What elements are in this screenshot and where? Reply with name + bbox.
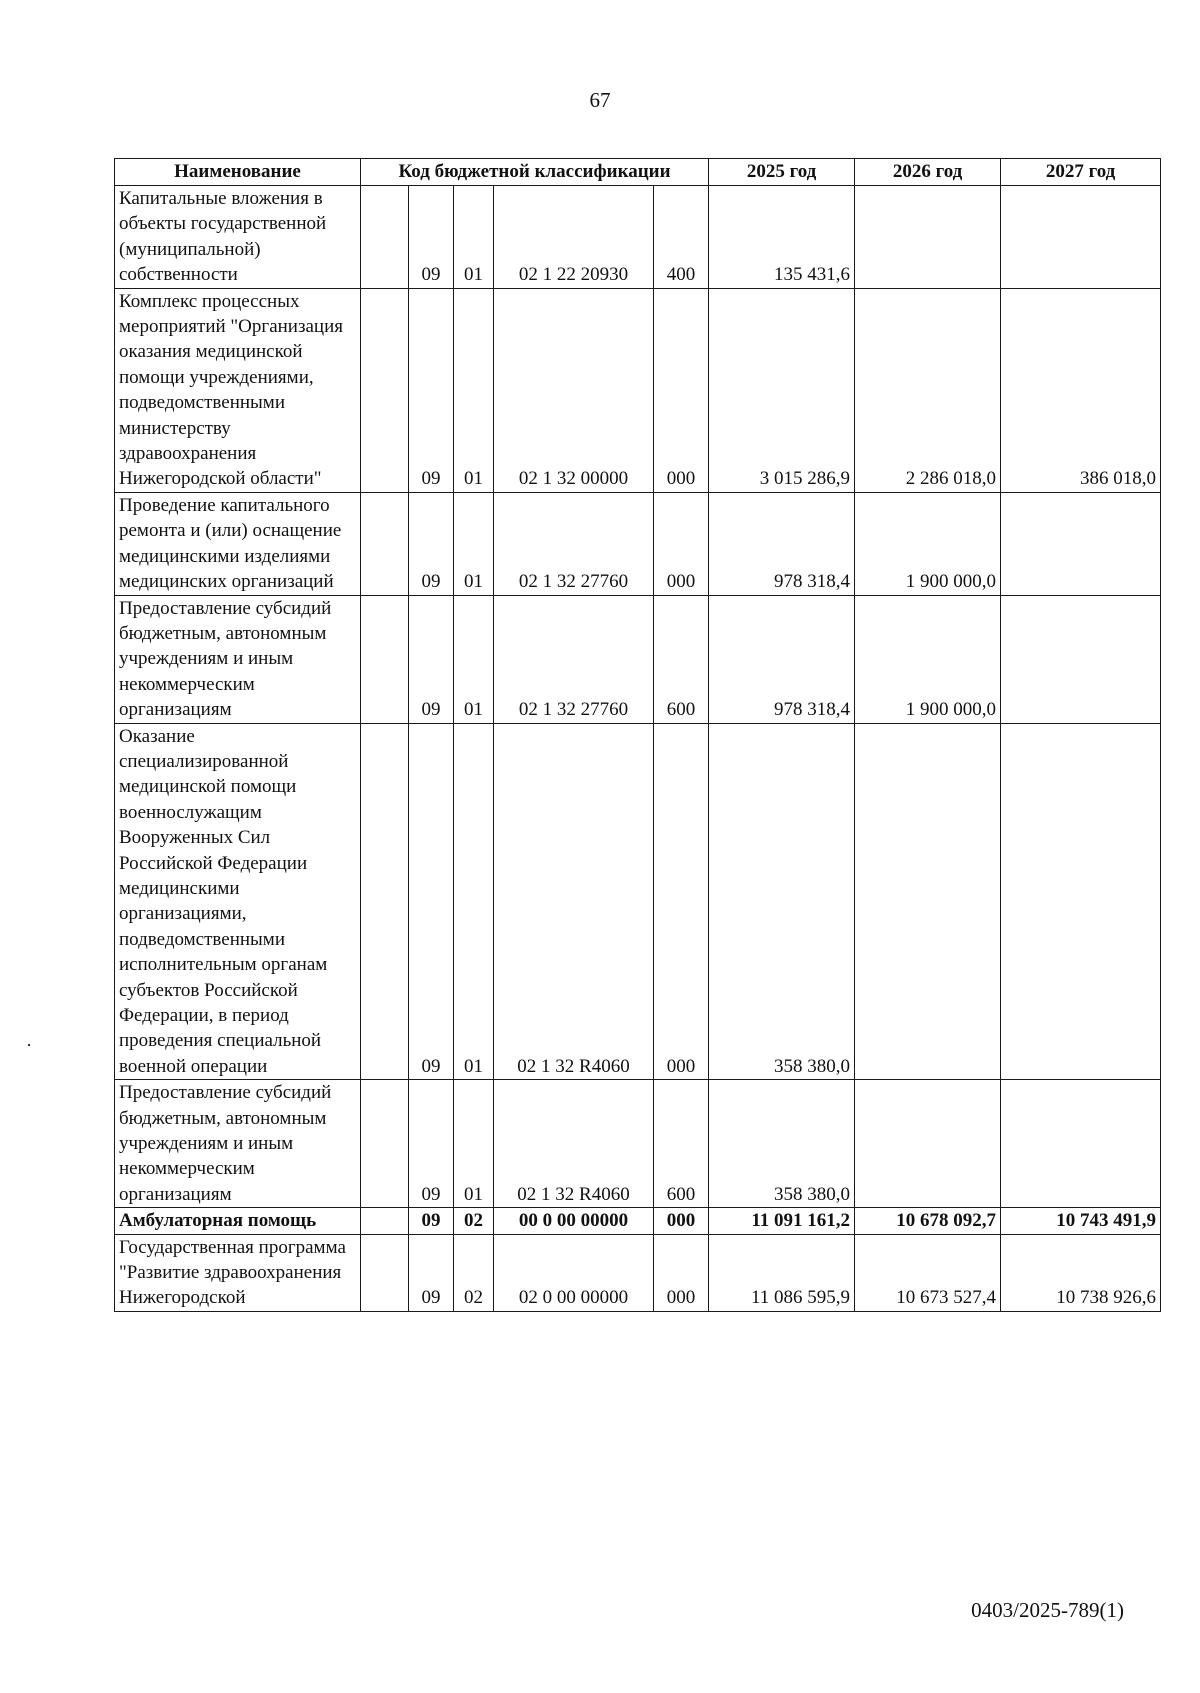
row-razdel: 09 (409, 1080, 454, 1208)
table-row (115, 288, 1161, 492)
row-amount-2026: 2 286 018,0 (855, 288, 1001, 492)
row-vedomstvo (361, 1080, 409, 1208)
row-amount-2027 (1001, 186, 1161, 289)
row-amount-2025: 358 380,0 (709, 1080, 855, 1208)
row-target-article: 02 1 32 R4060 (494, 1080, 654, 1208)
row-podrazdel: 01 (454, 492, 494, 595)
row-expense-type: 600 (654, 1080, 709, 1208)
row-razdel: 09 (409, 186, 454, 289)
row-amount-2026: 10 673 527,4 (855, 1234, 1001, 1311)
row-name: Государственная программа "Развитие здравоохранения Нижегородской (115, 1234, 361, 1311)
row-razdel: 09 (409, 595, 454, 723)
row-vedomstvo (361, 492, 409, 595)
row-podrazdel: 01 (454, 186, 494, 289)
row-amount-2026: 1 900 000,0 (855, 492, 1001, 595)
row-amount-2027 (1001, 595, 1161, 723)
table-body (115, 186, 1161, 1312)
row-vedomstvo (361, 595, 409, 723)
row-expense-type: 000 (654, 1208, 709, 1234)
row-expense-type: 600 (654, 595, 709, 723)
row-target-article: 02 0 00 00000 (494, 1234, 654, 1311)
table-row (115, 595, 1161, 723)
row-name: Амбулаторная помощь (115, 1208, 361, 1234)
row-expense-type: 000 (654, 288, 709, 492)
row-amount-2027: 10 743 491,9 (1001, 1208, 1161, 1234)
row-expense-type: 000 (654, 723, 709, 1080)
row-amount-2027: 10 738 926,6 (1001, 1234, 1161, 1311)
row-target-article: 02 1 22 20930 (494, 186, 654, 289)
document-code: 0403/2025-789(1) (971, 1598, 1124, 1622)
row-vedomstvo (361, 1208, 409, 1234)
row-target-article: 00 0 00 00000 (494, 1208, 654, 1234)
row-amount-2025: 11 091 161,2 (709, 1208, 855, 1234)
table-row (115, 1080, 1161, 1208)
row-amount-2025: 978 318,4 (709, 492, 855, 595)
row-amount-2025: 135 431,6 (709, 186, 855, 289)
row-amount-2027 (1001, 492, 1161, 595)
page-number: 67 (589, 88, 611, 112)
row-amount-2027: 386 018,0 (1001, 288, 1161, 492)
row-name: Оказание специализированной медицинской помощи военнослужащим Вооруженных Сил Российской Федерации медицинскими организациями, подведомственными исполнительным органам субъектов Российской Федерации, в период проведения специальной военной операции (115, 723, 361, 1080)
table-row (115, 186, 1161, 289)
row-razdel: 09 (409, 1208, 454, 1234)
header-name: Наименование (115, 159, 361, 186)
row-expense-type: 000 (654, 492, 709, 595)
row-podrazdel: 01 (454, 288, 494, 492)
row-vedomstvo (361, 723, 409, 1080)
table-row (115, 723, 1161, 1080)
row-podrazdel: 02 (454, 1234, 494, 1311)
row-expense-type: 400 (654, 186, 709, 289)
row-razdel: 09 (409, 723, 454, 1080)
table-row (115, 1234, 1161, 1311)
row-target-article: 02 1 32 27760 (494, 595, 654, 723)
row-amount-2026 (855, 186, 1001, 289)
row-amount-2027 (1001, 1080, 1161, 1208)
row-amount-2026 (855, 723, 1001, 1080)
row-vedomstvo (361, 1234, 409, 1311)
row-podrazdel: 01 (454, 595, 494, 723)
row-vedomstvo (361, 288, 409, 492)
row-name: Проведение капитального ремонта и (или) оснащение медицинскими изделиями медицинских организаций (115, 492, 361, 595)
table-header-row (115, 159, 1161, 186)
row-vedomstvo (361, 186, 409, 289)
table-row (115, 1208, 1161, 1234)
row-amount-2026: 10 678 092,7 (855, 1208, 1001, 1234)
row-name: Комплекс процессных мероприятий "Организация оказания медицинской помощи учреждениями, подведомственными министерству здравоохранения Нижегородской области" (115, 288, 361, 492)
row-amount-2025: 11 086 595,9 (709, 1234, 855, 1311)
row-name: Предоставление субсидий бюджетным, автономным учреждениям и иным некоммерческим организациям (115, 595, 361, 723)
row-target-article: 02 1 32 27760 (494, 492, 654, 595)
header-2027: 2027 год (1001, 159, 1161, 186)
row-expense-type: 000 (654, 1234, 709, 1311)
row-razdel: 09 (409, 1234, 454, 1311)
row-amount-2026 (855, 1080, 1001, 1208)
row-amount-2026: 1 900 000,0 (855, 595, 1001, 723)
row-amount-2025: 3 015 286,9 (709, 288, 855, 492)
row-target-article: 02 1 32 00000 (494, 288, 654, 492)
row-name: Предоставление субсидий бюджетным, автономным учреждениям и иным некоммерческим организациям (115, 1080, 361, 1208)
table-row (115, 492, 1161, 595)
row-amount-2027 (1001, 723, 1161, 1080)
row-amount-2025: 358 380,0 (709, 723, 855, 1080)
header-2026: 2026 год (855, 159, 1001, 186)
row-name: Капитальные вложения в объекты государственной (муниципальной) собственности (115, 186, 361, 289)
header-code: Код бюджетной классификации (361, 159, 709, 186)
row-razdel: 09 (409, 492, 454, 595)
row-target-article: 02 1 32 R4060 (494, 723, 654, 1080)
row-amount-2025: 978 318,4 (709, 595, 855, 723)
scan-speck (28, 1044, 30, 1046)
row-razdel: 09 (409, 288, 454, 492)
row-podrazdel: 01 (454, 1080, 494, 1208)
row-podrazdel: 01 (454, 723, 494, 1080)
budget-table (114, 158, 1161, 1312)
row-podrazdel: 02 (454, 1208, 494, 1234)
header-2025: 2025 год (709, 159, 855, 186)
